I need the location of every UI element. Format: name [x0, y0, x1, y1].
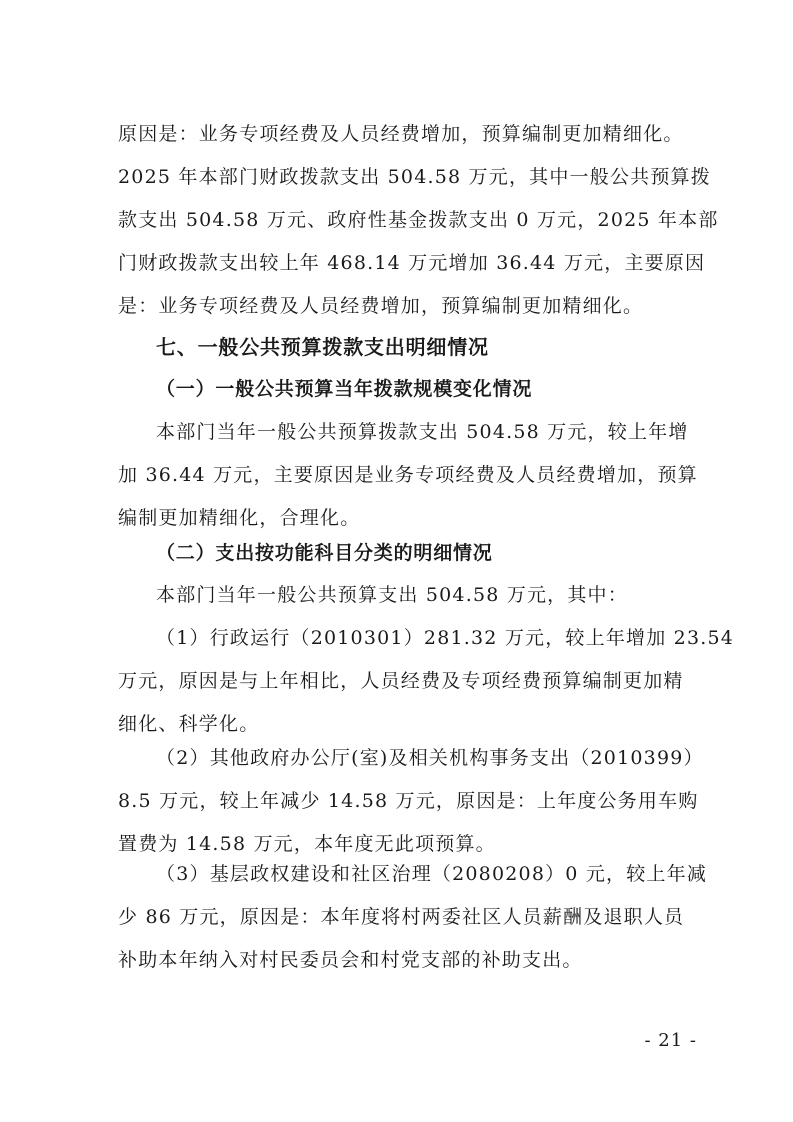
text-line: （2）其他政府办公厅(室)及相关机构事务支出（2010399） [156, 747, 704, 769]
text-line: 万元，原因是与上年相比，人员经费及专项经费预算编制更加精 [118, 670, 684, 692]
text-line: 本部门当年一般公共预算拨款支出 504.58 万元，较上年增 [156, 421, 689, 443]
text-line: 是：业务专项经费及人员经费增加，预算编制更加精细化。 [118, 295, 644, 317]
text-line: 细化、科学化。 [118, 713, 260, 735]
page-number: - 21 - [644, 1030, 697, 1051]
text-line: 门财政拨款支出较上年 468.14 万元增加 36.44 万元，主要原因 [118, 252, 706, 274]
text-line: （1）行政运行（2010301）281.32 万元，较上年增加 23.54 [156, 627, 735, 649]
text-line: 8.5 万元，较上年减少 14.58 万元，原因是：上年度公务用车购 [118, 790, 699, 812]
text-line: 编制更加精细化，合理化。 [118, 507, 361, 529]
text-line: 加 36.44 万元，主要原因是业务专项经费及人员经费增加，预算 [118, 464, 698, 486]
section-title: 七、一般公共预算拨款支出明细情况 [156, 335, 489, 359]
text-line: 补助本年纳入对村民委员会和村党支部的补助支出。 [118, 949, 583, 971]
section-heading-7 [156, 326, 736, 369]
text-line: 置费为 14.58 万元，本年度无此项预算。 [118, 833, 496, 855]
subsection-title: （二）支出按功能科目分类的明细情况 [156, 542, 493, 564]
text-line: 款支出 504.58 万元、政府性基金拨款支出 0 万元，2025 年本部 [118, 209, 719, 231]
paragraph-item-3 [118, 853, 708, 982]
text-line: 本部门当年一般公共预算支出 504.58 万元，其中： [156, 584, 628, 606]
text-line: 原因是：业务专项经费及人员经费增加，预算编制更加精细化。 [118, 123, 684, 145]
subsection-heading-1 [156, 368, 736, 411]
text-line: （3）基层政权建设和社区治理（2080208）0 元，较上年减 [156, 863, 708, 885]
subsection-heading-2 [156, 532, 736, 575]
text-line: 2025 年本部门财政拨款支出 504.58 万元，其中一般公共预算拨 [118, 166, 711, 188]
paragraph-item-2 [118, 737, 704, 866]
subsection-title: （一）一般公共预算当年拨款规模变化情况 [156, 378, 533, 400]
paragraph-item-1 [118, 617, 735, 746]
paragraph-scale-change [118, 411, 698, 540]
paragraph-financial-allocation [118, 113, 719, 328]
paragraph-functional-summary [118, 574, 698, 617]
text-line: 少 86 万元，原因是：本年度将村两委社区人员薪酬及退职人员 [118, 906, 685, 928]
